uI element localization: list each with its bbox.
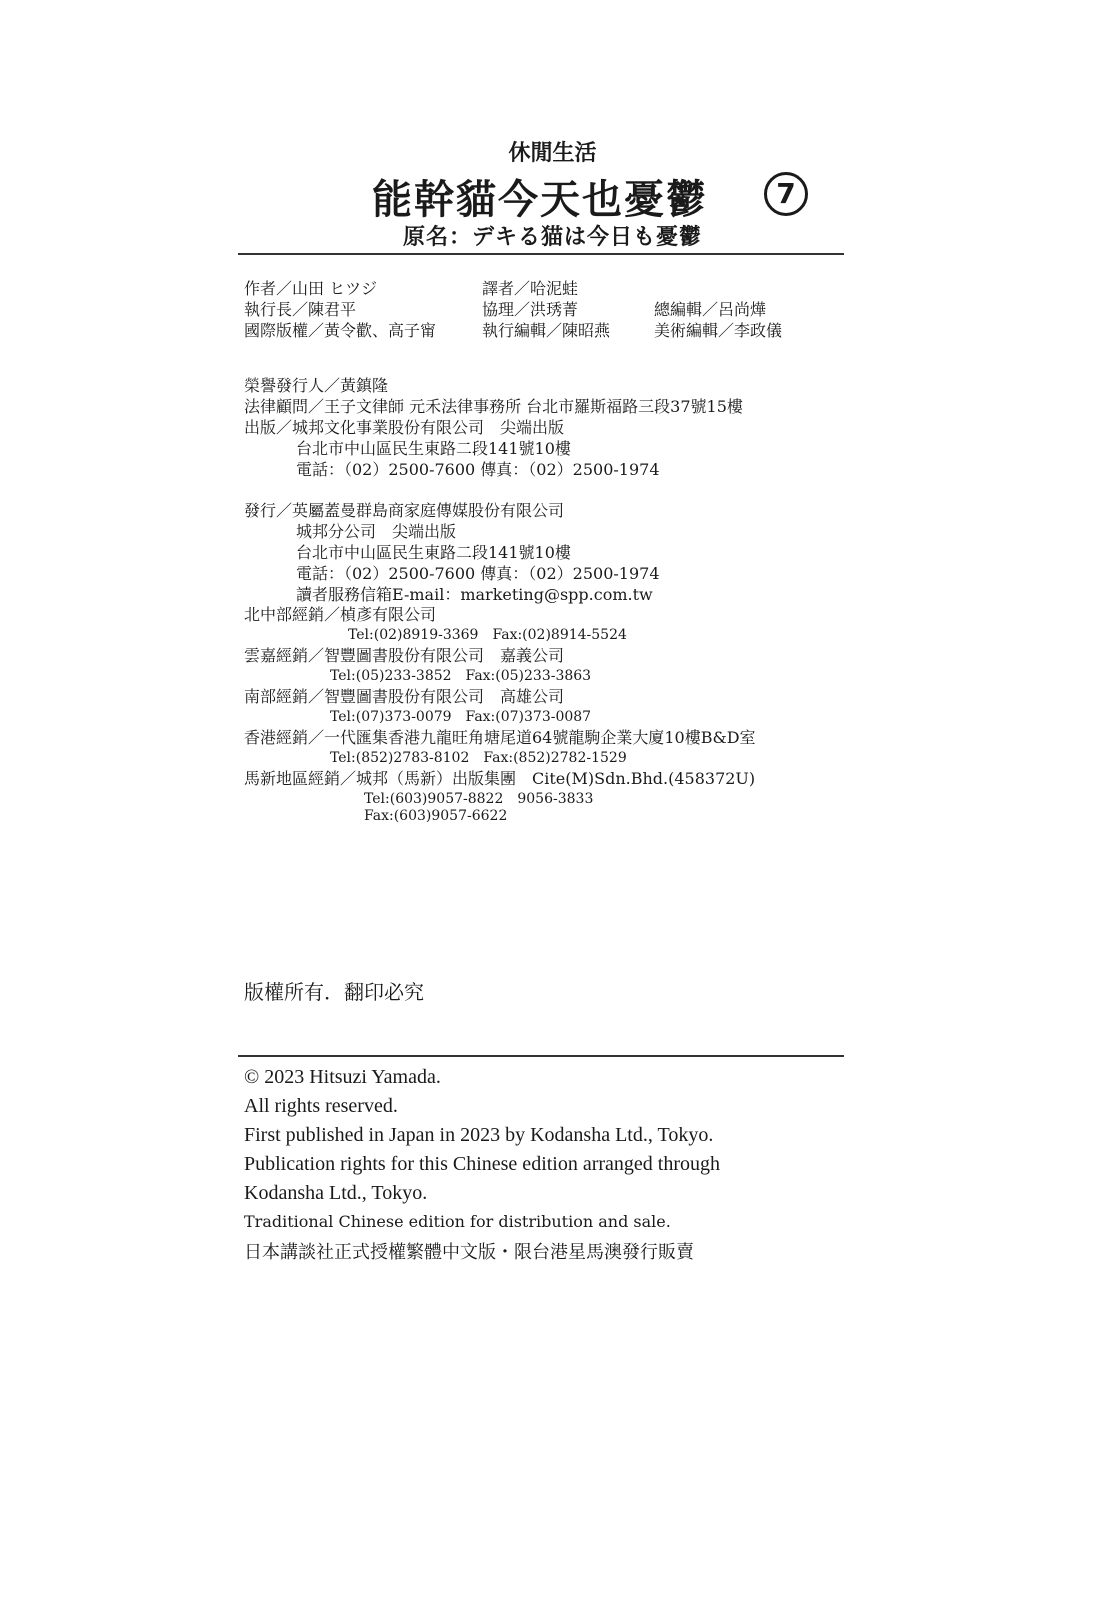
dist-my-fax: Fax:(603)9057-6622 bbox=[364, 808, 508, 824]
copyright-line: © 2023 Hitsuzi Yamada. bbox=[244, 1066, 441, 1088]
issuer-phone: 電話：（02）2500-7600 傳真：（02）2500-1974 bbox=[296, 564, 660, 583]
credit-translator: 譯者／哈泥蛙 bbox=[482, 279, 579, 298]
dist-north: 北中部經銷／楨彥有限公司 bbox=[244, 605, 437, 624]
dist-north-tel: Tel:(02)8919-3369 Fax:(02)8914-5524 bbox=[348, 627, 627, 643]
original-title: 原名：デキる猫は今日も憂鬱 bbox=[402, 225, 702, 250]
traditional-edition: Traditional Chinese edition for distribution and sale. bbox=[244, 1212, 671, 1231]
dist-my: 馬新地區經銷／城邦（馬新）出版集團 Cite(M)Sdn.Bhd.(458372U) bbox=[244, 769, 756, 788]
dist-south-tel: Tel:(07)373-0079 Fax:(07)373-0087 bbox=[330, 709, 592, 725]
credit-coordinator: 協理／洪琇菁 bbox=[482, 300, 579, 319]
issuer: 發行／英屬蓋曼群島商家庭傳媒股份有限公司 bbox=[244, 501, 565, 520]
credit-author: 作者／山田 ヒツジ bbox=[244, 279, 378, 298]
credit-exec-editor: 執行編輯／陳昭燕 bbox=[482, 321, 611, 340]
series-label: 休閒生活 bbox=[508, 141, 597, 166]
official-license: 日本講談社正式授權繁體中文版・限台港星馬澳發行販賣 bbox=[244, 1242, 694, 1263]
dist-yunjia: 雲嘉經銷／智豐圖書股份有限公司 嘉義公司 bbox=[244, 646, 565, 665]
dist-south: 南部經銷／智豐圖書股份有限公司 高雄公司 bbox=[244, 687, 565, 706]
credit-chief-editor: 總編輯／呂尚燁 bbox=[654, 300, 767, 319]
honorary-publisher: 榮譽發行人／黃鎮隆 bbox=[244, 376, 389, 395]
credit-exec-director: 執行長／陳君平 bbox=[244, 300, 357, 319]
publication-rights: Publication rights for this Chinese edition arranged through bbox=[244, 1153, 721, 1175]
book-title: 能幹貓今天也憂鬱 bbox=[372, 177, 708, 223]
legal-counsel: 法律顧問／王子文律師 元禾法律事務所 台北市羅斯福路三段37號15樓 bbox=[244, 397, 743, 416]
issuer-branch: 城邦分公司 尖端出版 bbox=[296, 522, 457, 541]
publisher-address: 台北市中山區民生東路二段141號10樓 bbox=[296, 439, 571, 458]
dist-hk: 香港經銷／一代匯集香港九龍旺角塘尾道64號龍駒企業大廈10樓B&D室 bbox=[244, 728, 756, 747]
publisher-phone: 電話：（02）2500-7600 傳真：（02）2500-1974 bbox=[296, 460, 660, 479]
first-published: First published in Japan in 2023 by Kodansha Ltd., Tokyo. bbox=[244, 1124, 714, 1146]
volume-badge: 7 bbox=[764, 172, 808, 216]
issuer-address: 台北市中山區民生東路二段141號10樓 bbox=[296, 543, 571, 562]
reader-service-email: 讀者服務信箱E-mail：marketing@spp.com.tw bbox=[296, 585, 653, 604]
header-divider bbox=[238, 253, 844, 255]
credit-art-editor: 美術編輯／李政儀 bbox=[654, 321, 783, 340]
kodansha-line: Kodansha Ltd., Tokyo. bbox=[244, 1182, 428, 1204]
rights-reserved: All rights reserved. bbox=[244, 1095, 398, 1117]
credit-intl-rights: 國際版權／黃令歡、高子甯 bbox=[244, 321, 437, 340]
footer-divider bbox=[238, 1055, 844, 1057]
dist-my-tel: Tel:(603)9057-8822 9056-3833 bbox=[364, 791, 594, 807]
dist-hk-tel: Tel:(852)2783-8102 Fax:(852)2782-1529 bbox=[330, 750, 627, 766]
publisher-name: 出版／城邦文化事業股份有限公司 尖端出版 bbox=[244, 418, 565, 437]
rights-notice: 版權所有．翻印必究 bbox=[244, 980, 424, 1004]
dist-yunjia-tel: Tel:(05)233-3852 Fax:(05)233-3863 bbox=[330, 668, 592, 684]
